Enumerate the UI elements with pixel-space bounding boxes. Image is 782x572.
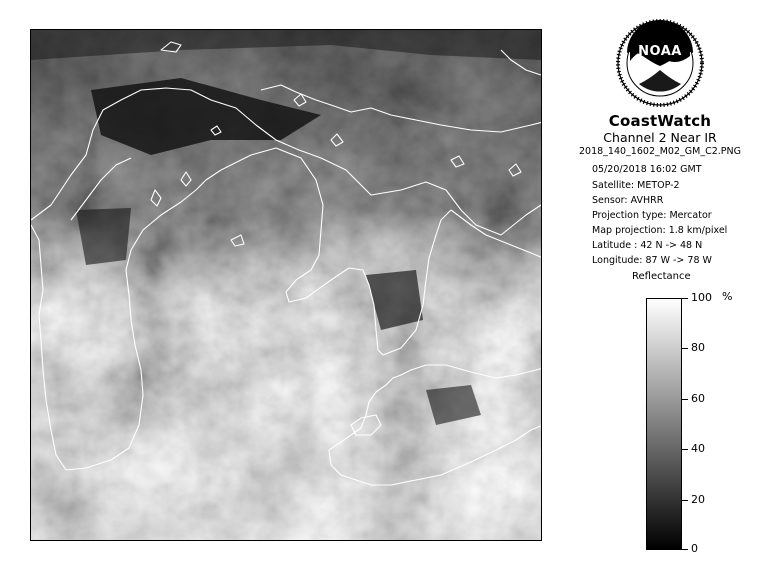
tick-label: 0 [691,542,698,555]
tick-mark [682,449,688,450]
map-svg [31,30,542,541]
channel-title: Channel 2 Near IR [603,130,717,145]
projection-type: Projection type: Mercator [592,210,712,221]
brand-title: CoastWatch [608,112,712,130]
tick-mark [682,298,688,299]
noaa-logo-svg [615,18,705,108]
tick-label: 80 [691,341,705,354]
datetime: 05/20/2018 16:02 GMT [592,164,702,175]
satellite: Satellite: METOP-2 [592,180,680,191]
tick-label: 20 [691,493,705,506]
info-panel [560,18,770,563]
noaa-logo [615,18,705,108]
tick-label: 40 [691,442,705,455]
noaa-logo-text: NOAA [638,44,682,59]
tick-label: 60 [691,392,705,405]
sensor: Sensor: AVHRR [592,195,664,206]
scale-unit: % [722,290,733,303]
satellite-map [30,29,542,541]
latitude: Latitude : 42 N -> 48 N [592,240,703,251]
tick-mark [682,549,688,550]
scale-title: Reflectance [632,271,691,282]
tick-mark [682,348,688,349]
tick-label: 100 [691,291,712,304]
map-projection: Map projection: 1.8 km/pixel [592,225,728,236]
filename: 2018_140_1602_M02_GM_C2.PNG [579,146,741,157]
tick-mark [682,399,688,400]
reflectance-colorbar [646,298,682,550]
longitude: Longitude: 87 W -> 78 W [592,255,712,266]
tick-mark [682,500,688,501]
